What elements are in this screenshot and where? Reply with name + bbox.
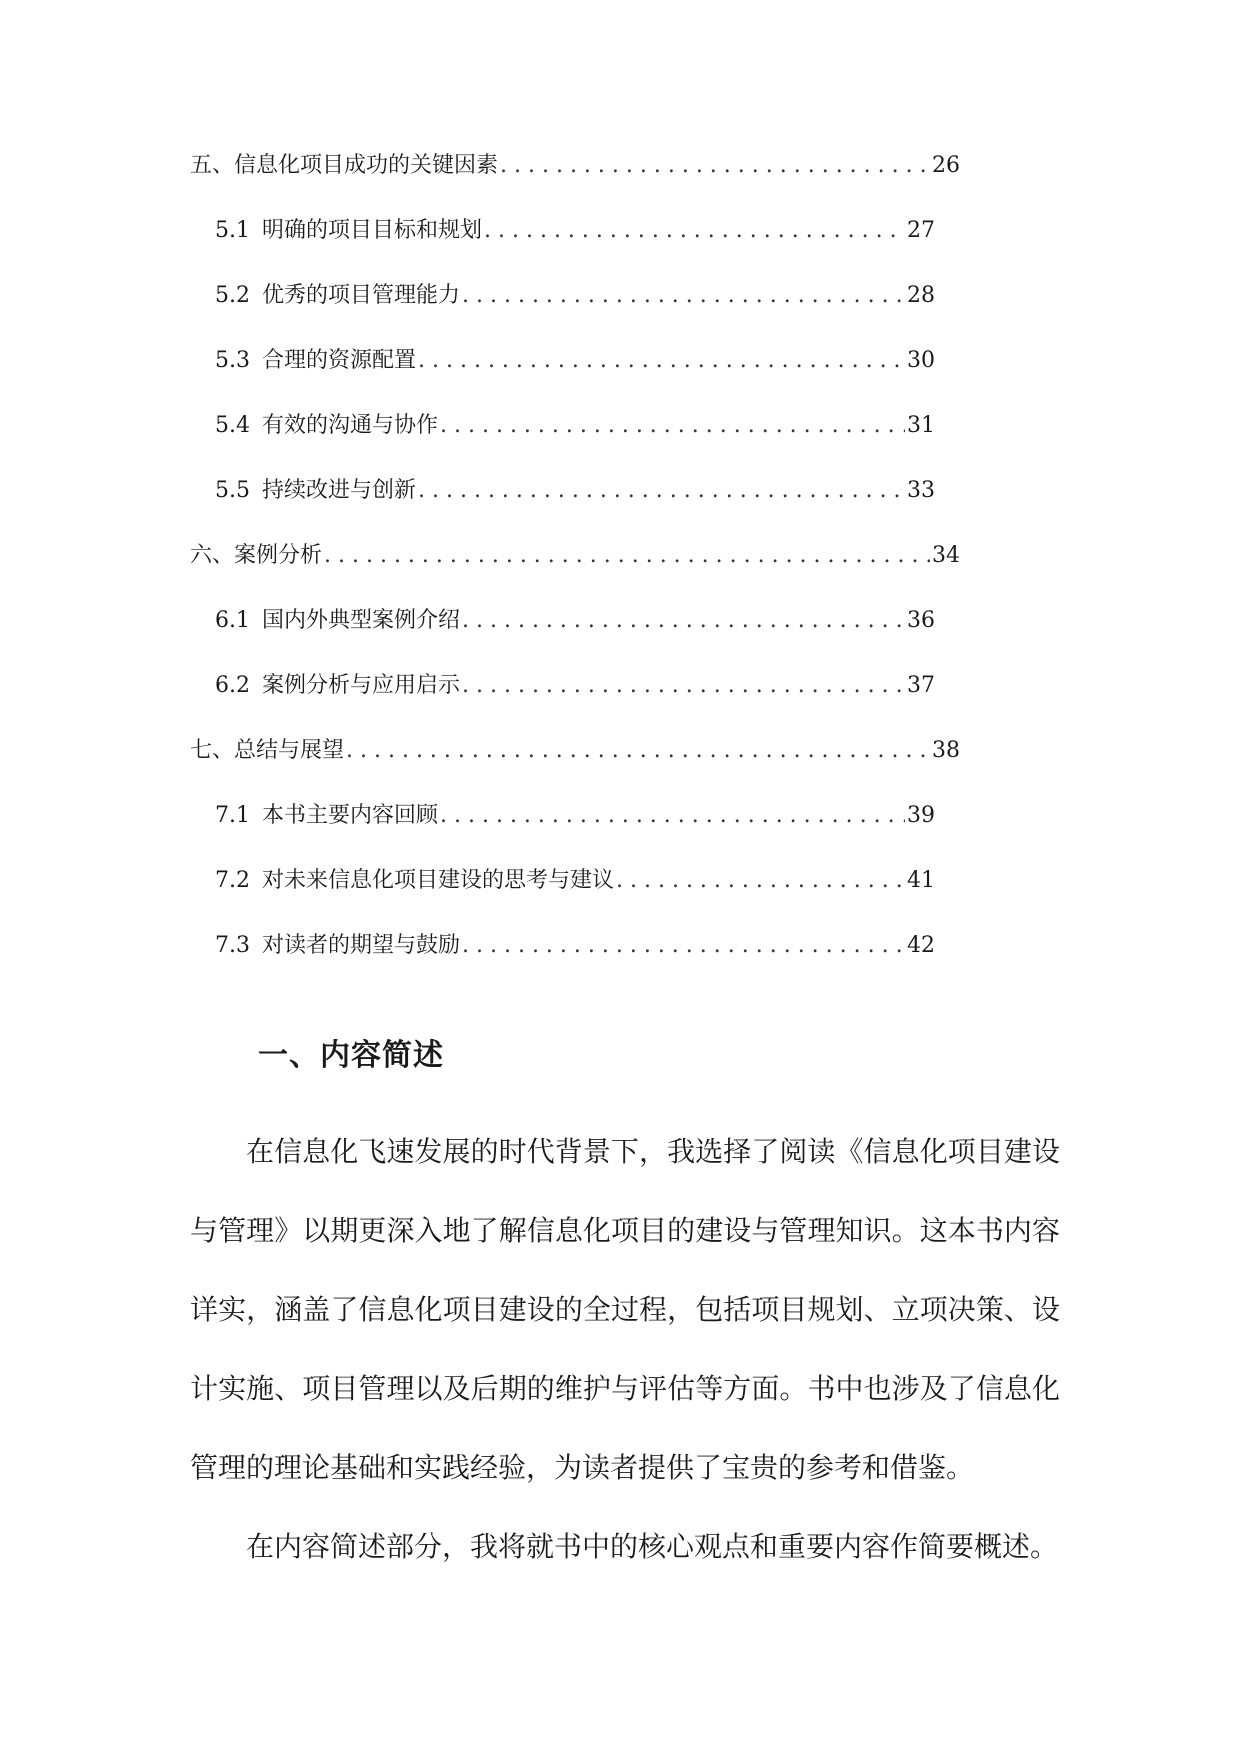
- toc-leader: [440, 803, 905, 828]
- toc-entry[interactable]: [190, 148, 960, 213]
- toc-title: 优秀的项目管理能力: [262, 283, 461, 308]
- toc-page-number: 30: [907, 348, 935, 373]
- toc-leader: [484, 218, 905, 243]
- toc-entry[interactable]: [190, 863, 935, 928]
- toc-page-number: 27: [907, 218, 935, 243]
- toc-entry[interactable]: [190, 538, 960, 603]
- toc-page-number: 39: [907, 803, 935, 828]
- toc-page-number: 26: [932, 153, 960, 178]
- toc-number: 5.3: [215, 348, 250, 373]
- toc-page-number: 34: [932, 543, 960, 568]
- toc-leader: [324, 543, 930, 568]
- toc-entry[interactable]: [190, 278, 935, 343]
- paragraph: 在信息化飞速发展的时代背景下，我选择了阅读《信息化项目建设与管理》以期更深入地了解信息化项目的建设与管理知识。这本书内容详实，涵盖了信息化项目建设的全过程，包括项目规划、立项决策、设计实施、项目管理以及后期的维护与评估等方面。书中也涉及了信息化管理的理论基础和实践经验，为读者提供了宝贵的参考和借鉴。: [190, 1135, 1060, 1484]
- toc-number: 5.2: [215, 283, 250, 308]
- toc-title: 六、案例分析: [190, 543, 323, 568]
- section-heading: 一、内容简述: [258, 1038, 444, 1073]
- toc-leader: [462, 673, 905, 698]
- toc-title: 持续改进与创新: [262, 478, 417, 503]
- table-of-contents: [190, 148, 960, 993]
- section-body: [190, 1112, 1060, 1586]
- toc-number: 7.1: [215, 803, 250, 828]
- toc-page-number: 31: [907, 413, 935, 438]
- toc-title: 对读者的期望与鼓励: [262, 933, 461, 958]
- toc-page-number: 37: [907, 673, 935, 698]
- toc-page-number: 28: [907, 283, 935, 308]
- toc-number: 5.4: [215, 413, 250, 438]
- toc-number: 6.2: [215, 673, 250, 698]
- toc-leader: [462, 608, 905, 633]
- toc-entry[interactable]: [190, 473, 935, 538]
- toc-entry[interactable]: [190, 928, 935, 993]
- toc-leader: [346, 738, 930, 763]
- paragraph: 在内容简述部分，我将就书中的核心观点和重要内容作简要概述。: [246, 1530, 1059, 1563]
- toc-title: 五、信息化项目成功的关键因素: [190, 153, 499, 178]
- toc-title: 七、总结与展望: [190, 738, 345, 763]
- toc-title: 本书主要内容回顾: [262, 803, 439, 828]
- toc-title: 明确的项目目标和规划: [262, 218, 483, 243]
- toc-leader: [462, 933, 905, 958]
- toc-entry[interactable]: [190, 213, 935, 278]
- toc-title: 有效的沟通与协作: [262, 413, 439, 438]
- toc-number: 6.1: [215, 608, 250, 633]
- toc-number: 5.5: [215, 478, 250, 503]
- toc-page-number: 36: [907, 608, 935, 633]
- toc-entry[interactable]: [190, 343, 935, 408]
- toc-title: 案例分析与应用启示: [262, 673, 461, 698]
- toc-entry[interactable]: [190, 798, 935, 863]
- toc-page-number: 38: [932, 738, 960, 763]
- toc-title: 国内外典型案例介绍: [262, 608, 461, 633]
- toc-leader: [500, 153, 930, 178]
- toc-number: 7.3: [215, 933, 250, 958]
- toc-number: 7.2: [215, 868, 250, 893]
- toc-leader: [616, 868, 905, 893]
- toc-leader: [440, 413, 905, 438]
- toc-leader: [418, 478, 905, 503]
- toc-page-number: 42: [907, 933, 935, 958]
- toc-leader: [418, 348, 905, 373]
- toc-entry[interactable]: [190, 603, 935, 668]
- toc-title: 对未来信息化项目建设的思考与建议: [262, 868, 615, 893]
- toc-number: 5.1: [215, 218, 250, 243]
- toc-title: 合理的资源配置: [262, 348, 417, 373]
- toc-leader: [462, 283, 905, 308]
- toc-entry[interactable]: [190, 408, 935, 473]
- toc-entry[interactable]: [190, 733, 960, 798]
- toc-page-number: 41: [907, 868, 935, 893]
- toc-entry[interactable]: [190, 668, 935, 733]
- toc-page-number: 33: [907, 478, 935, 503]
